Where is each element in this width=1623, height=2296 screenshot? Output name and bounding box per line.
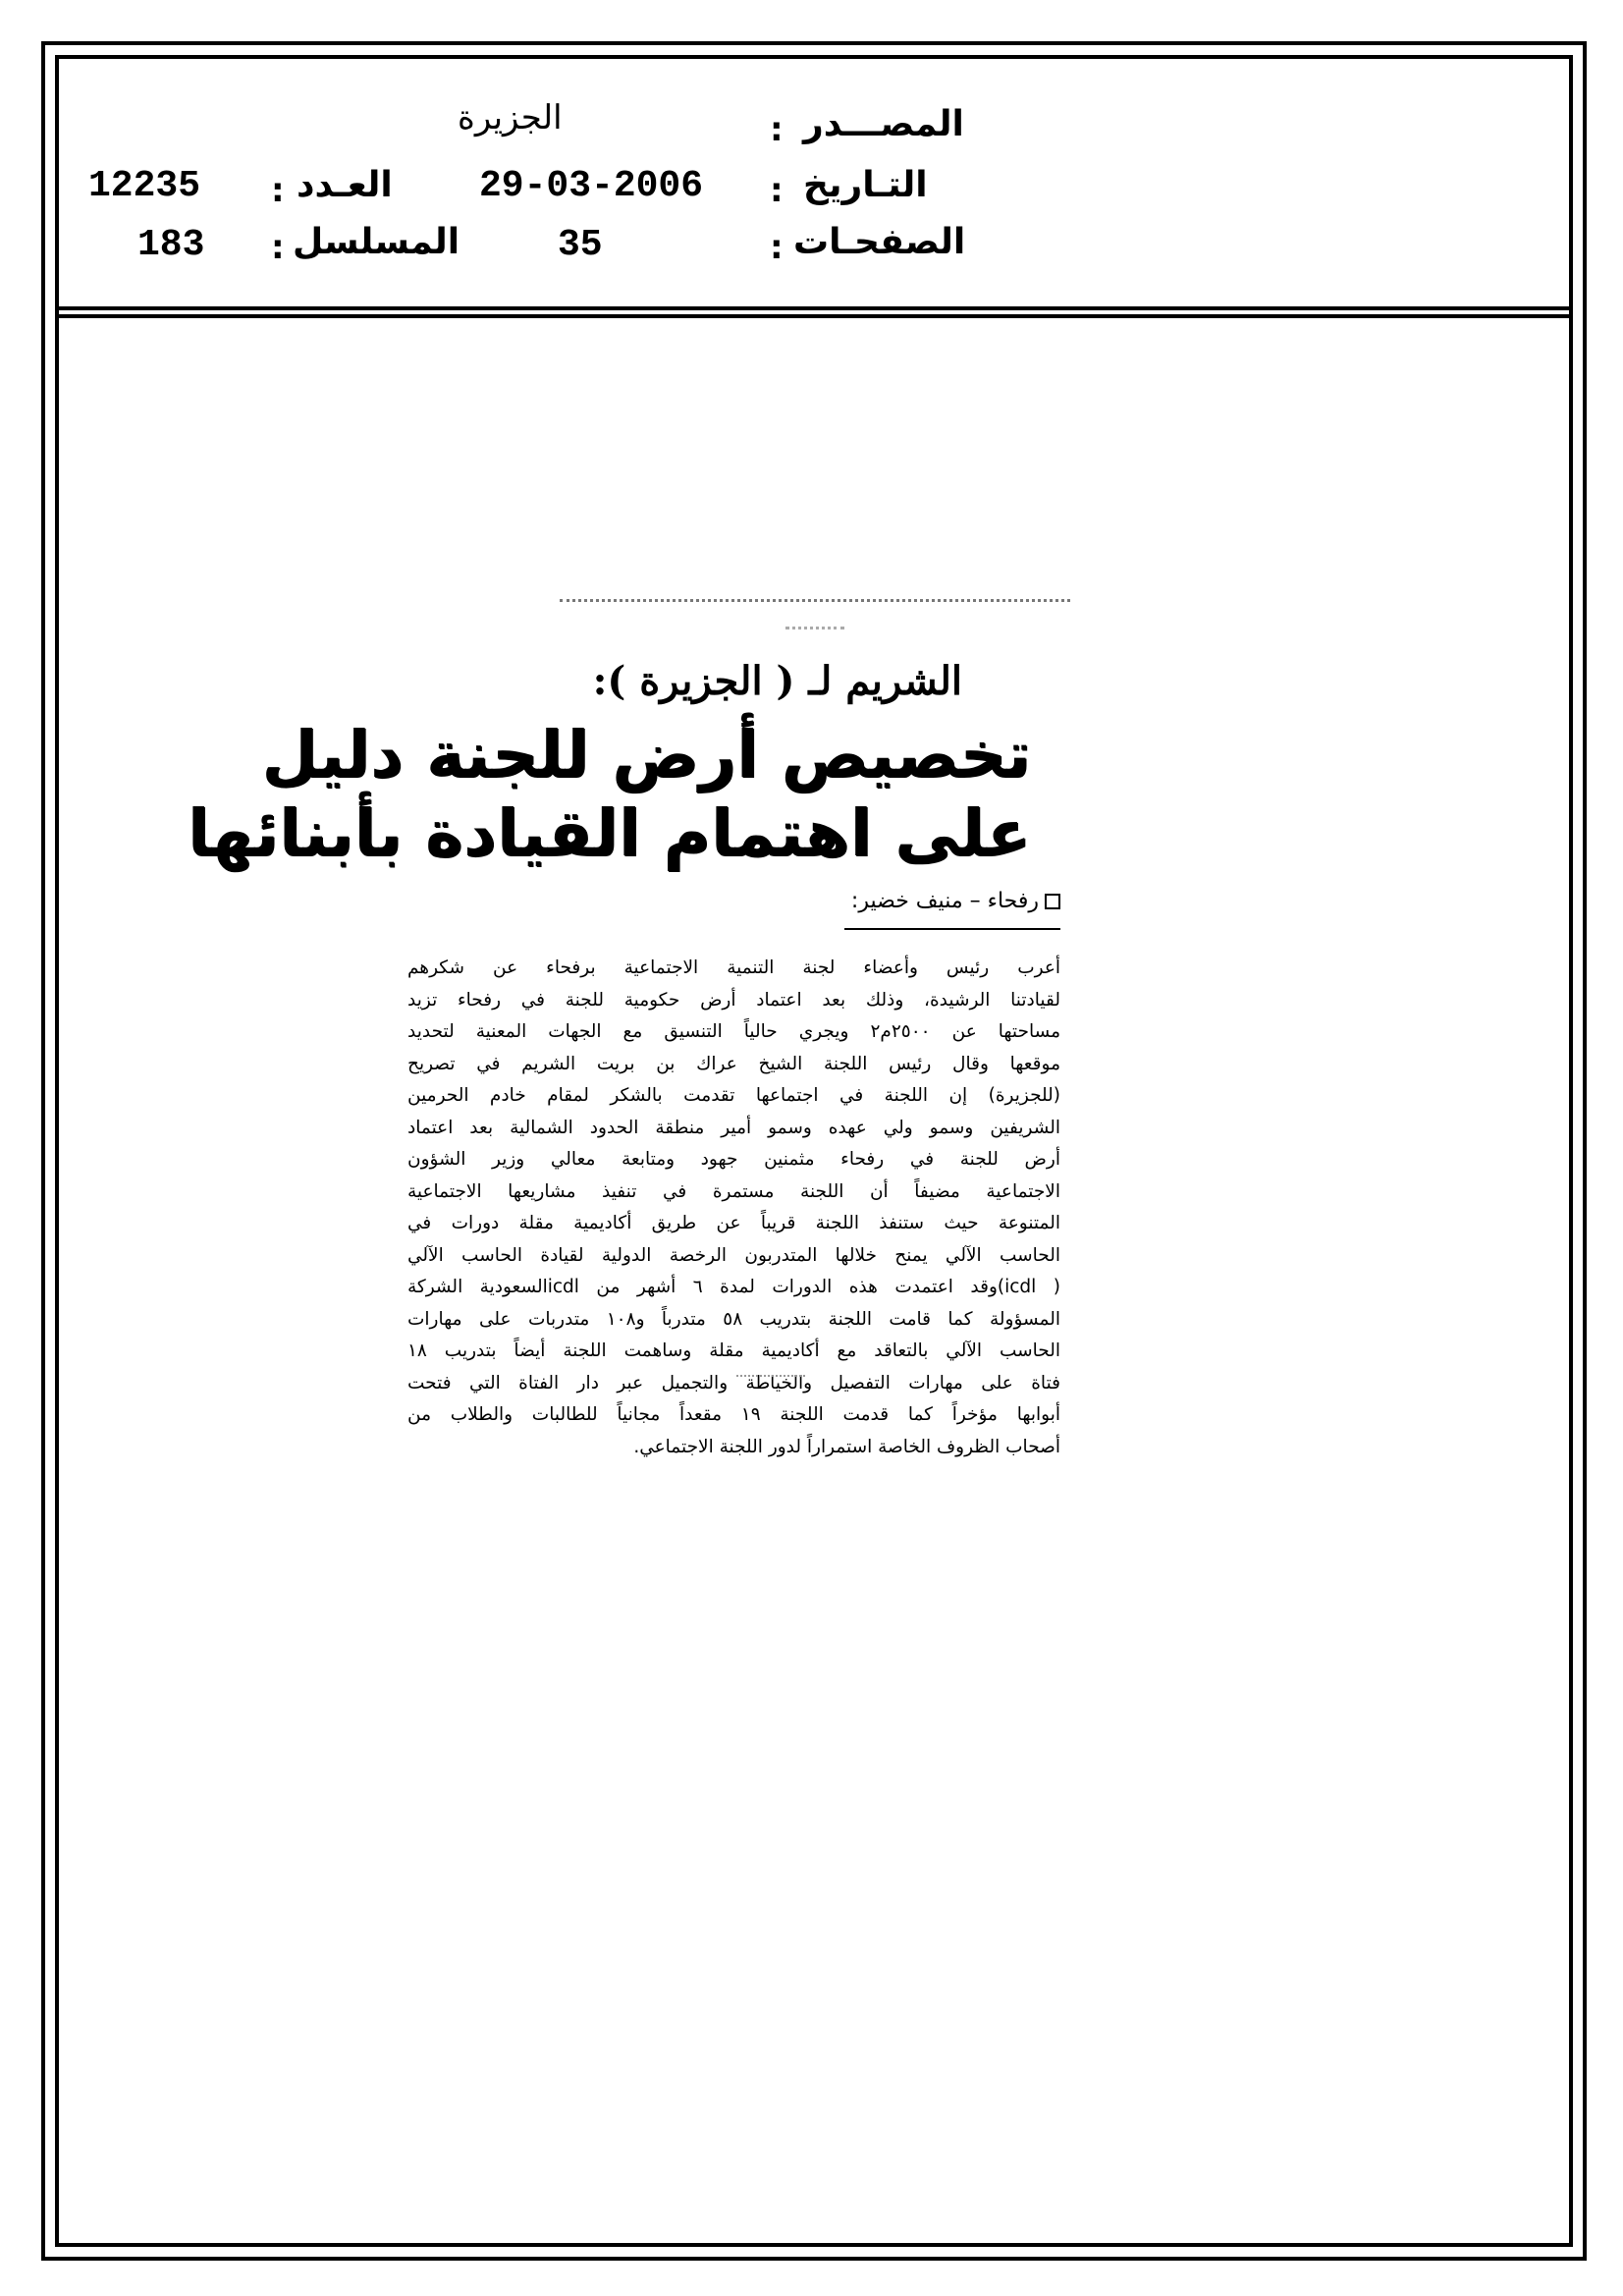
source-value: الجزيرة (458, 98, 563, 137)
pages-label: الصفحـات (793, 222, 966, 262)
body-line: المتنوعة حيث ستنفذ اللجنة قريباً عن طريق أكاديمية مقلة دورات في (407, 1213, 1060, 1233)
body-line: الحاسب الآلي بالتعاقد مع أكاديمية مقلة وساهمت اللجنة أيضاً بتدريب ١٨ (407, 1340, 1060, 1361)
body-line: أعرب رئيس وأعضاء لجنة التنمية الاجتماعية برفحاء عن شكرهم (407, 957, 1060, 978)
issue-value: 12235 (88, 165, 201, 207)
date-label: التـاريخ (803, 165, 928, 205)
byline-text: رفحاء – منيف خضير: (850, 889, 1039, 913)
serial-label: المسلسل (293, 222, 460, 262)
header-divider (55, 306, 1573, 318)
serial-value: 183 (137, 224, 205, 266)
body-line: موقعها وقال رئيس اللجنة الشيخ عراك بن بريت الشريم في تصريح (407, 1053, 1060, 1074)
scan-artifact (736, 1375, 805, 1379)
body-line: لقيادتنا الرشيدة، وذلك بعد اعتماد أرض حكومية للجنة في رفحاء تزيد (407, 989, 1060, 1011)
square-bullet-icon (1045, 894, 1060, 909)
body-line: فتاة على مهارات التفصيل والخياطة والتجميل عبر دار الفتاة التي فتحت (407, 1372, 1060, 1394)
scan-artifact (560, 599, 1070, 608)
article-byline (851, 889, 1060, 913)
article-kicker: الشريم لـ ( الجزيرة ): (592, 658, 962, 704)
pages-colon: : (770, 228, 784, 267)
body-line: ( icdl)وقد اعتمدت هذه الدورات لمدة ٦ أشهر من icdlالسعودية الشركة (407, 1277, 1060, 1297)
article-clipping (187, 589, 1090, 1457)
body-line: (للجزيرة) إن اللجنة في اجتماعها تقدمت بالشكر لمقام خادم الحرمين (407, 1085, 1060, 1106)
body-line: أرض للجنة في رفحاء مثمنين جهود ومتابعة معالي وزير الشؤون (407, 1149, 1060, 1170)
scan-artifact (785, 627, 844, 635)
body-line: الاجتماعية مضيفاً أن اللجنة مستمرة في تنفيذ مشاريعها الاجتماعية (407, 1180, 1060, 1202)
body-line: الشريفين وسمو ولي عهده وسمو أمير منطقة الحدود الشمالية بعد اعتماد (407, 1117, 1060, 1138)
pages-value: 35 (558, 224, 603, 266)
byline-rule (844, 928, 1060, 930)
article-headline-line1: تخصيص أرض للجنة دليل (261, 717, 1031, 793)
article-headline-line2: على اهتمام القيادة بأبنائها (187, 795, 1031, 871)
body-line: الحاسب الآلي يمنح خلالها المتدربون الرخصة الدولية لقيادة الحاسب الآلي (407, 1244, 1060, 1266)
date-value: 29-03-2006 (479, 165, 704, 207)
source-colon: : (770, 110, 784, 149)
body-line: المسؤولة كما قامت اللجنة بتدريب ٥٨ متدرباً و١٠٨ متدربات على مهارات (407, 1308, 1060, 1330)
article-body (407, 953, 1060, 1463)
issue-label: العـدد (297, 165, 393, 205)
date-colon: : (770, 171, 784, 210)
source-label: المصـــدر (803, 104, 964, 144)
serial-colon: : (271, 228, 285, 267)
body-line-last: أصحاب الظروف الخاصة استمراراً لدور اللجنة الاجتماعي. (633, 1436, 1060, 1457)
issue-colon: : (271, 171, 285, 210)
body-line: أبوابها مؤخراً كما قدمت اللجنة ١٩ مقعداً مجانياً للطالبات والطلاب من (407, 1404, 1060, 1425)
body-line: مساحتها عن ٢٥٠٠م٢ ويجري حالياً التنسيق مع الجهات المعنية لتحديد (407, 1021, 1060, 1042)
